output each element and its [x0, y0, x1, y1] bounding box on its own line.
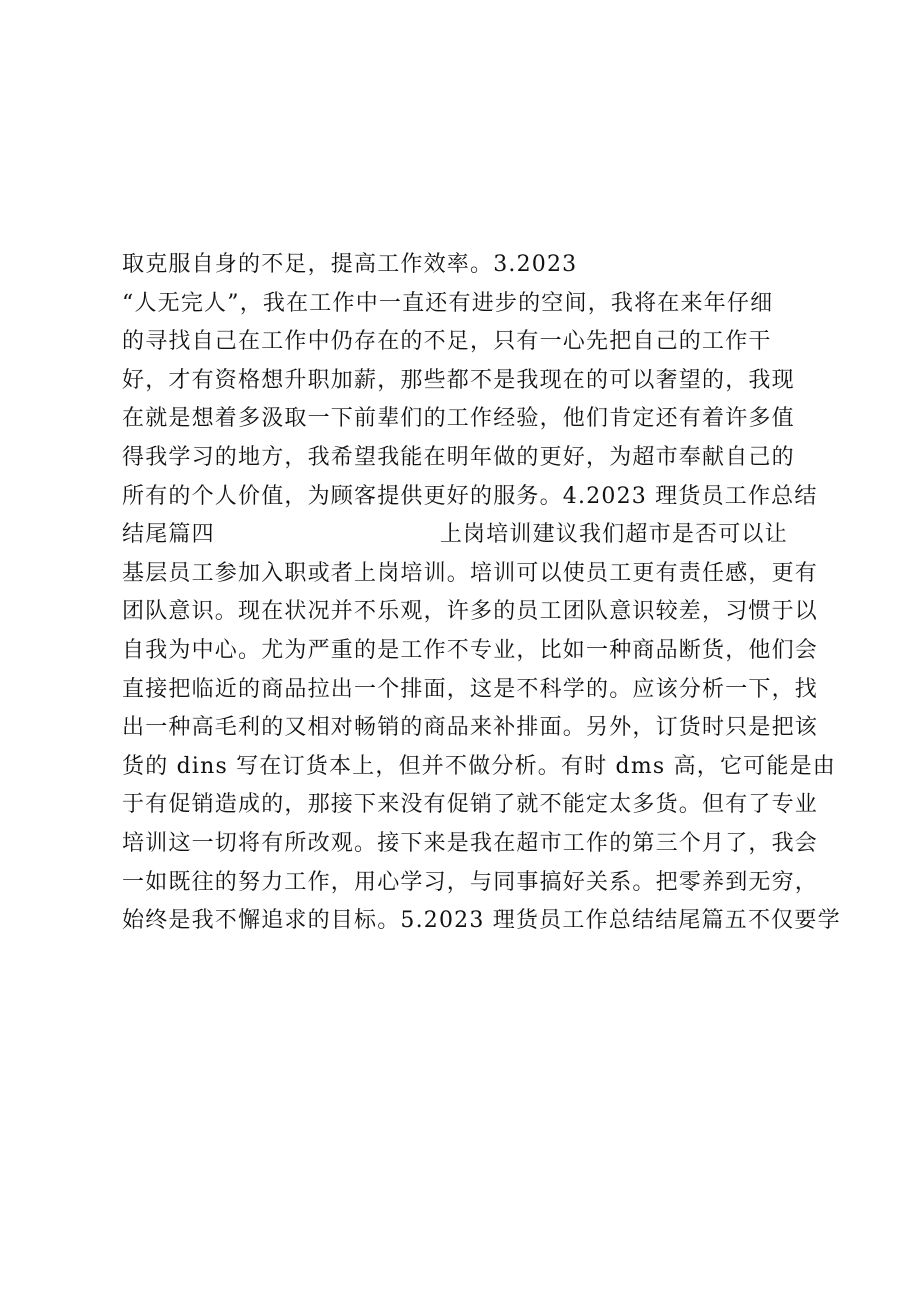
text-line-split — [122, 516, 842, 555]
text-line: 始终是我不懈追求的目标。5.2023 理货员工作总结结尾篇五不仅要学 — [122, 908, 841, 934]
text-line: 基层员工参加入职或者上岗培训。培训可以使员工更有责任感，更有 — [122, 560, 819, 586]
text-line: 直接把临近的商品拉出一个排面，这是不科学的。应该分析一下，找 — [122, 676, 819, 702]
text-line: 在就是想着多汲取一下前辈们的工作经验，他们肯定还有着许多值 — [122, 406, 795, 432]
text-line: 培训这一切将有所改观。接下来是我在超市工作的第三个月了，我会 — [122, 830, 819, 856]
section-heading: 结尾篇四 — [122, 522, 215, 548]
text-line: 自我为中心。尤为严重的是工作不专业，比如一种商品断货，他们会 — [122, 637, 819, 663]
text-line: 一如既往的努力工作，用心学习，与同事搞好关系。把零养到无穷， — [122, 869, 819, 895]
text-line: “人无完人”，我在工作中一直还有进步的空间，我将在来年仔细 — [122, 290, 774, 316]
text-line: 取克服自身的不足，提高工作效率。3.2023 — [122, 252, 578, 277]
text-line: 得我学习的地方，我希望我能在明年做的更好，为超市奉献自己的 — [122, 444, 795, 470]
text-line: 所有的个人价值，为顾客提供更好的服务。4.2023 理货员工作总结 — [122, 483, 818, 509]
text-line: 的寻找自己在工作中仍存在的不足，只有一心先把自己的工作干 — [122, 329, 772, 355]
text-line: 出一种高毛利的又相对畅销的商品来补排面。另外，订货时只是把该 — [122, 715, 819, 741]
body-text — [122, 246, 842, 941]
text-line: 团队意识。现在状况并不乐观，许多的员工团队意识较差，习惯于以 — [122, 599, 819, 625]
section-intro: 上岗培训建议我们超市是否可以让 — [439, 522, 788, 548]
text-line: 好，才有资格想升职加薪，那些都不是我现在的可以奢望的，我现 — [122, 367, 795, 393]
text-line: 于有促销造成的，那接下来没有促销了就不能定太多货。但有了专业 — [122, 792, 819, 818]
text-line: 货的 dins 写在订货本上，但并不做分析。有时 dms 高，它可能是由 — [122, 753, 836, 779]
